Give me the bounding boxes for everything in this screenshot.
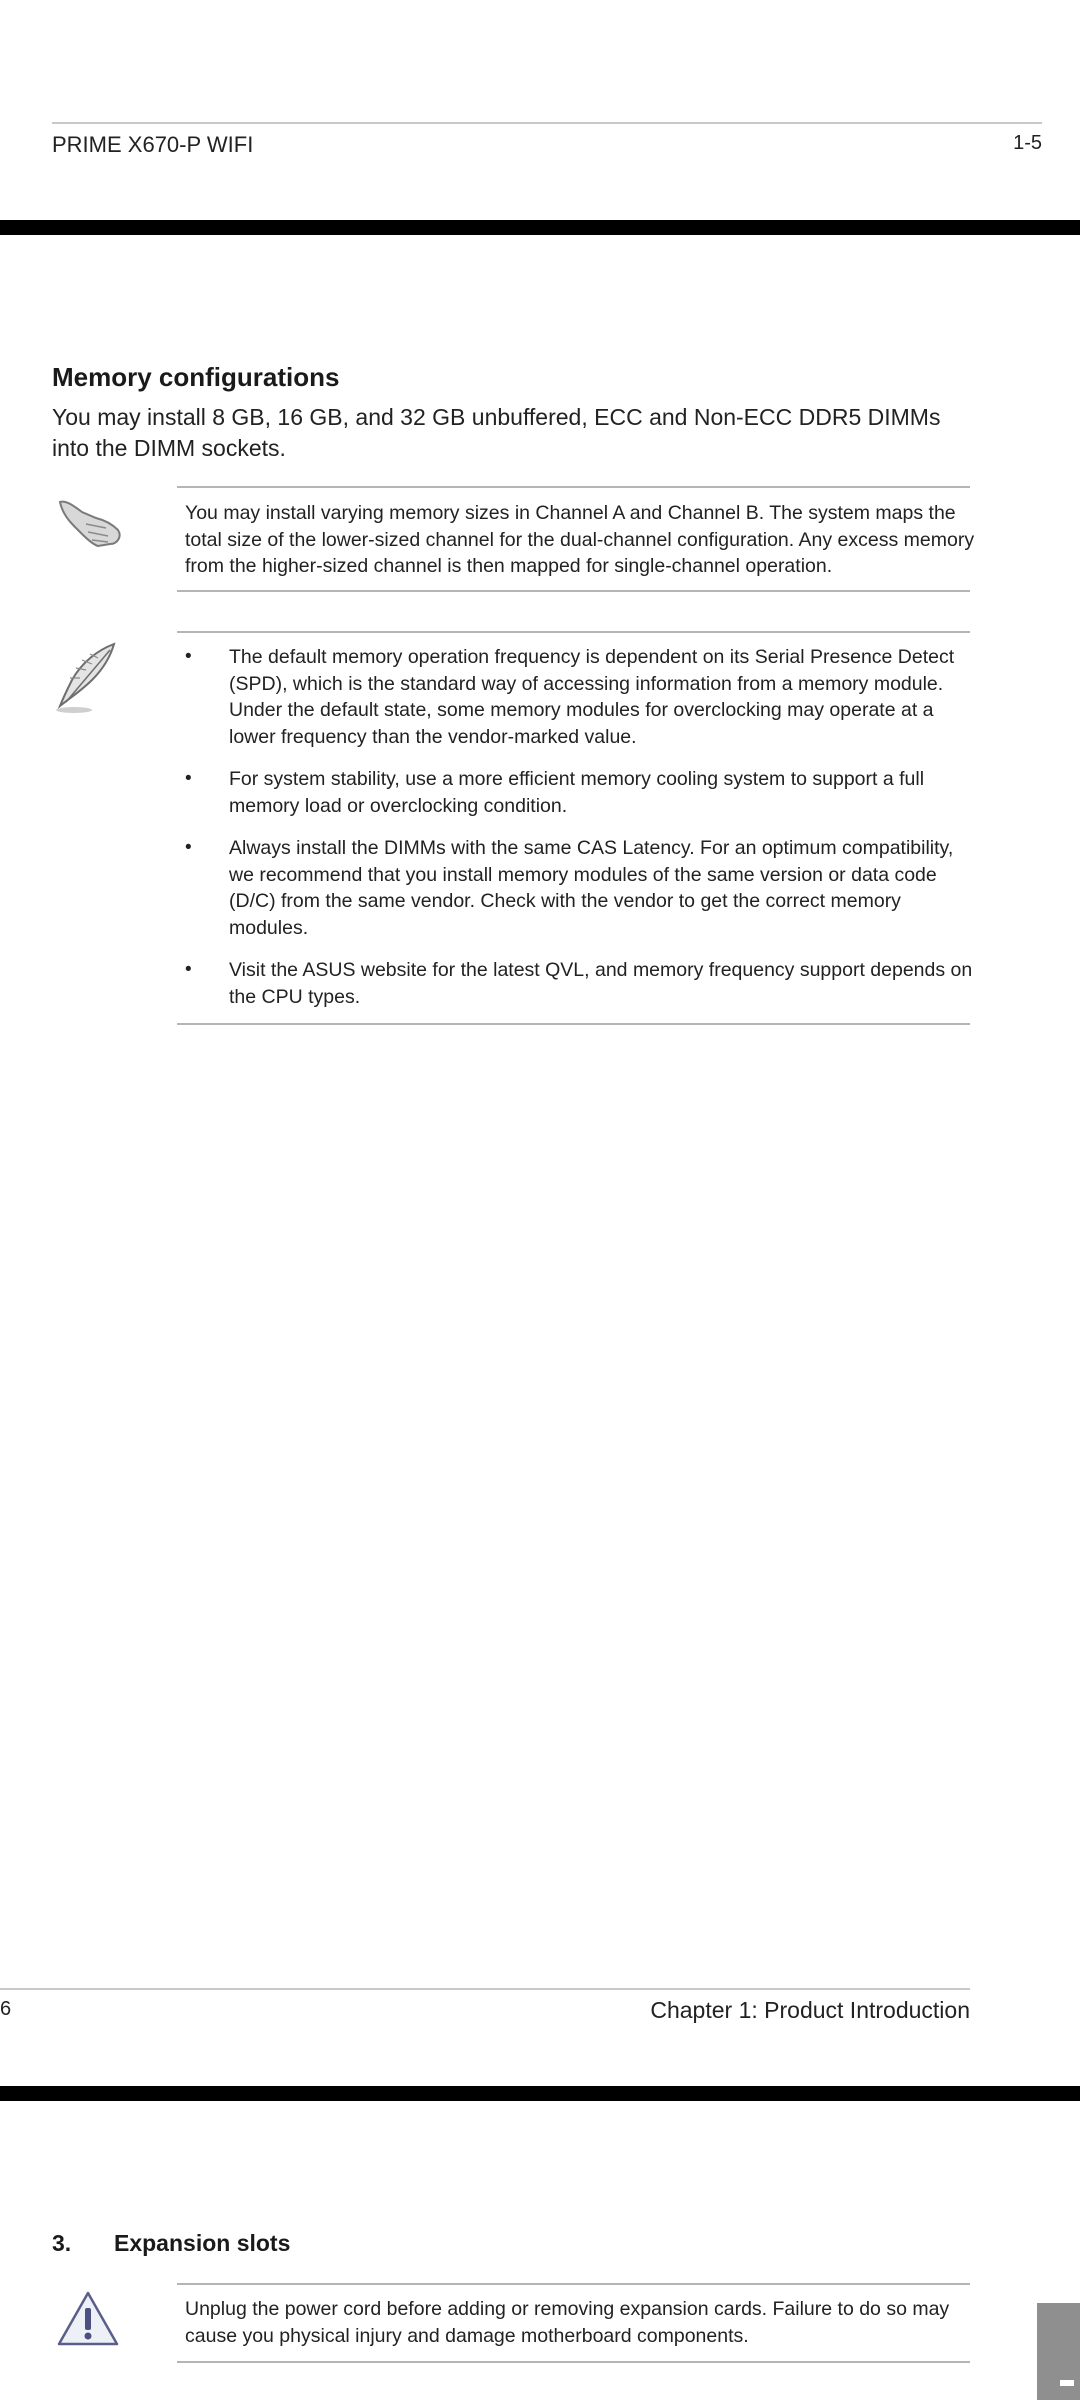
tips-bottom-rule [177,1023,970,1025]
bullet-marker: • [185,837,192,858]
hand-pointing-icon [52,494,132,554]
warning-triangle-icon [56,2290,120,2348]
note-bottom-rule [177,590,970,592]
tip-text: Always install the DIMMs with the same CAS Latency. For an optimum compatibility, we recommend that you install memory modules of the same version or data code (D/C) from the same vendor. Check with the vendor to get the correct memory modules. [229,837,954,939]
warning-top-rule [177,2283,970,2285]
list-item [185,835,975,941]
list-item [185,957,975,1010]
tips-list [185,644,975,1026]
note-text: You may install varying memory sizes in Channel A and Channel B. The system maps the total size of the lower-sized channel for the dual-channel configuration. Any excess memory from the higher-sized channel is then mapped for single-channel operation. [185,502,975,577]
tip-text: The default memory operation frequency is dependent on its Serial Presence Detect (SPD), which is the standard way of accessing information from a memory module. Under the default state, some memory modules for overclocking may operate at a lower frequency than the vendor-marked value. [229,646,955,748]
footer-chapter: Chapter 1: Product Introduction [650,1997,970,2023]
side-tab-mark [1060,2380,1074,2386]
page-separator-band [0,2086,1080,2101]
section-intro: You may install 8 GB, 16 GB, and 32 GB unbuffered, ECC and Non-ECC DDR5 DIMMs into the DIMM sockets. [52,404,941,461]
tip-text: Visit the ASUS website for the latest QVL, and memory frequency support depends on the CPU types. [229,959,973,1008]
list-item [185,766,975,819]
footer-rule [0,1988,970,1990]
warning-text: Unplug the power cord before adding or removing expansion cards. Failure to do so may cause you physical injury and damage motherboard components. [185,2298,950,2347]
section-title-expansion: Expansion slots [114,2230,291,2256]
list-item [185,644,975,750]
footer-page-fragment: 6 [0,1998,12,2020]
bullet-marker: • [185,959,192,980]
header-page-number: 1-5 [1013,132,1042,154]
tips-top-rule [177,631,970,633]
warning-bottom-rule [177,2361,970,2363]
header-model: PRIME X670-P WIFI [52,132,254,157]
header-rule [52,122,1042,124]
page-separator-band [0,220,1080,235]
bullet-marker: • [185,768,192,789]
section-number: 3. [52,2230,72,2256]
quill-pen-icon [52,640,122,716]
bullet-marker: • [185,646,192,667]
section-title: Memory configurations [52,362,340,392]
note-top-rule [177,486,970,488]
tip-text: For system stability, use a more efficient memory cooling system to support a full memory load or overclocking condition. [229,768,925,817]
